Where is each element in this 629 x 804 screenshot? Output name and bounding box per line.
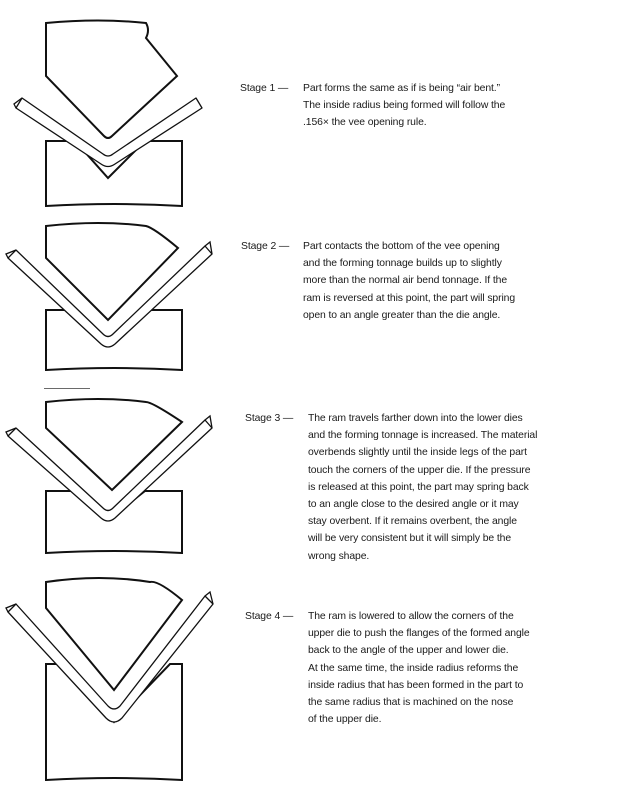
stage-4-description: The ram is lowered to allow the corners of the upper die to push the flanges of the formed angle back to the angle of the upper and lower die. At the same time, the inside radius reforms the inside radius that has been formed in the part to the same radius that is machined on the nose of the upper die.	[308, 611, 530, 726]
stage-3-figure	[0, 388, 230, 578]
lower-die	[46, 491, 182, 553]
stage-2-description: Part contacts the bottom of the vee opening and the forming tonnage builds up to slightly more than the normal air bend tonnage. If the ram is reversed at this point, the part will spring open to an angle greater than the die angle.	[303, 241, 516, 321]
stage-1-description: Part forms the same as if is being “air bent.” The inside radius being formed will follow the .156× the vee opening rule.	[303, 83, 506, 129]
stage-3-diagram	[0, 388, 230, 578]
stage-2-label: Stage 2 —	[241, 241, 290, 252]
stage-4-label: Stage 4 —	[245, 611, 294, 622]
stage-1-diagram	[0, 18, 230, 213]
stage-2-figure	[0, 220, 230, 385]
stage-3-label: Stage 3 —	[245, 413, 294, 424]
upper-die	[46, 21, 177, 139]
stage-3-description: The ram travels farther down into the lower dies and the forming tonnage is increased. The material overbends slightly until the inside legs of the part touch the corners of the upper die. If the pressure is released at this point, the part may spring back to an angle close to the desired angle or it may stay overbent. If it remains overbent, the angle will be very consistent but it will simply be the wrong shape.	[308, 413, 538, 562]
lower-die	[46, 141, 182, 206]
stage-1-figure	[0, 18, 230, 213]
stage-4-diagram	[0, 570, 230, 790]
stage-1-label: Stage 1 —	[240, 83, 289, 94]
stage-4-figure	[0, 570, 230, 790]
stage-2-diagram	[0, 220, 230, 385]
